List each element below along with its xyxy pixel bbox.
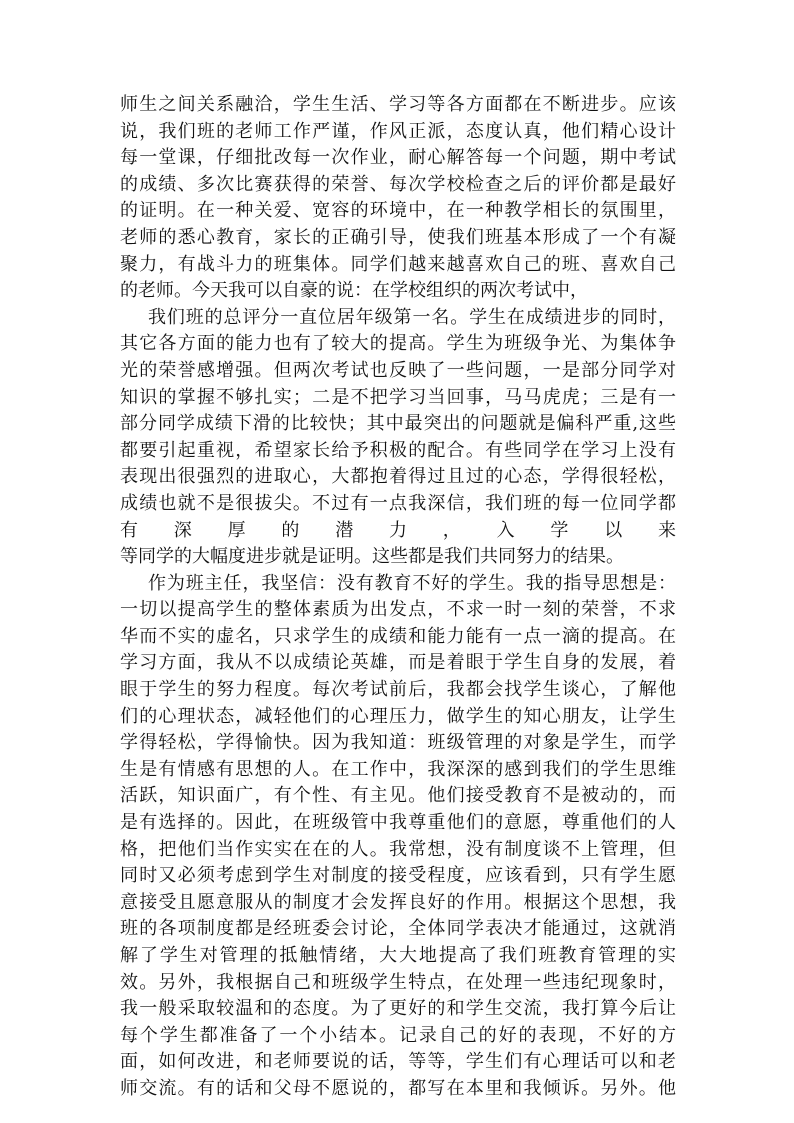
text-line: 学习方面，我从不以成绩论英雄，而是着眼于学生自身的发展，着 [120,652,676,674]
text-line: 每个学生都准备了一个小结本。记录自己的好的表现，不好的方 [120,1024,676,1046]
text-line: 解了学生对管理的抵触情绪，大大地提高了我们班教育管理的实 [120,945,676,966]
text-line: 师生之间关系融洽，学生生活、学习等各方面都在不断进步。应该 [120,94,676,115]
text-line: 效。另外，我根据自己和班级学生特点，在处理一些违纪现象时， [120,971,676,993]
text-line: 其它各方面的能力也有了较大的提高。学生为班级争光、为集体争 [120,333,676,355]
text-line: 的老师。今天我可以自豪的说：在学校组织的两次考试中， [120,280,588,302]
text-line: 活跃，知识面广，有个性、有主见。他们接受教育不是被动的，而 [120,785,676,807]
text-line: 知识的掌握不够扎实；二是不把学习当回事，马马虎虎；三是有一 [120,386,676,408]
text-line: 华而不实的虚名，只求学生的成绩和能力能有一点一滴的提高。在 [120,625,676,647]
text-line: 们的心理状态，减轻他们的心理压力，做学生的知心朋友，让学生 [120,705,676,727]
text-line: 学得轻松，学得愉快。因为我知道：班级管理的对象是学生，而学 [120,732,676,754]
text-line: 有 深 厚 的 潜 力 ， 入 学 以 来 [120,519,676,541]
text-line: 生是有情感有思想的人。在工作中，我深深的感到我们的学生思维 [120,758,676,780]
text-line: 作为班主任，我坚信：没有教育不好的学生。我的指导思想是： [148,572,676,594]
text-line: 成绩也就不是很拔尖。不过有一点我深信，我们班的每一位同学都 [120,492,676,514]
text-line: 每一堂课，仔细批改每一次作业，耐心解答每一个问题，期中考试 [120,147,676,169]
body-text [120,92,676,1103]
text-line: 眼于学生的努力程度。每次考试前后，我都会找学生谈心，了解他 [120,679,676,701]
text-line: 说，我们班的老师工作严谨，作风正派，态度认真，他们精心设计 [120,120,676,142]
text-line: 聚力，有战斗力的班集体。同学们越来越喜欢自己的班、喜欢自己 [120,253,676,275]
text-line: 意接受且愿意服从的制度才会发挥良好的作用。根据这个思想，我 [120,891,676,913]
text-line: 光的荣誉感增强。但两次考试也反映了一些问题，一是部分同学对 [120,359,676,381]
text-line: 等同学的大幅度进步就是证明。这些都是我们共同努力的结果。 [120,546,624,568]
text-line: 我一般采取较温和的态度。为了更好的和学生交流，我打算今后让 [120,998,676,1020]
text-line: 的证明。在一种关爱、宽容的环境中，在一种教学相长的氛围里， [120,200,676,222]
text-line: 的成绩、多次比赛获得的荣誉、每次学校检查之后的评价都是最好 [120,173,676,195]
text-line: 一切以提高学生的整体素质为出发点，不求一时一刻的荣誉，不求 [120,599,676,621]
text-line: 格，把他们当作实实在在的人。我常想，没有制度谈不上管理，但 [120,838,676,860]
text-line: 我们班的总评分一直位居年级第一名。学生在成绩进步的同时， [148,306,676,328]
text-line: 是有选择的。因此，在班级管中我尊重他们的意愿，尊重他们的人 [120,812,676,834]
text-line: 部分同学成绩下滑的比较快；其中最突出的问题就是偏科严重,这些 [120,413,676,435]
text-line: 班的各项制度都是经班委会讨论，全体同学表决才能通过，这就消 [120,918,676,940]
text-line: 面，如何改进，和老师要说的话，等等，学生们有心理话可以和老 [120,1051,676,1073]
text-line: 师交流。有的话和父母不愿说的，都写在本里和我倾诉。另外。他 [120,1077,676,1099]
text-line: 老师的悉心教育，家长的正确引导，使我们班基本形成了一个有凝 [120,226,676,248]
text-line: 表现出很强烈的进取心，大都抱着得过且过的心态，学得很轻松， [120,466,676,488]
text-line: 同时又必须考虑到学生对制度的接受程度，应该看到，只有学生愿 [120,865,676,887]
text-line: 都要引起重视，希望家长给予积极的配合。有些同学在学习上没有 [120,439,676,461]
